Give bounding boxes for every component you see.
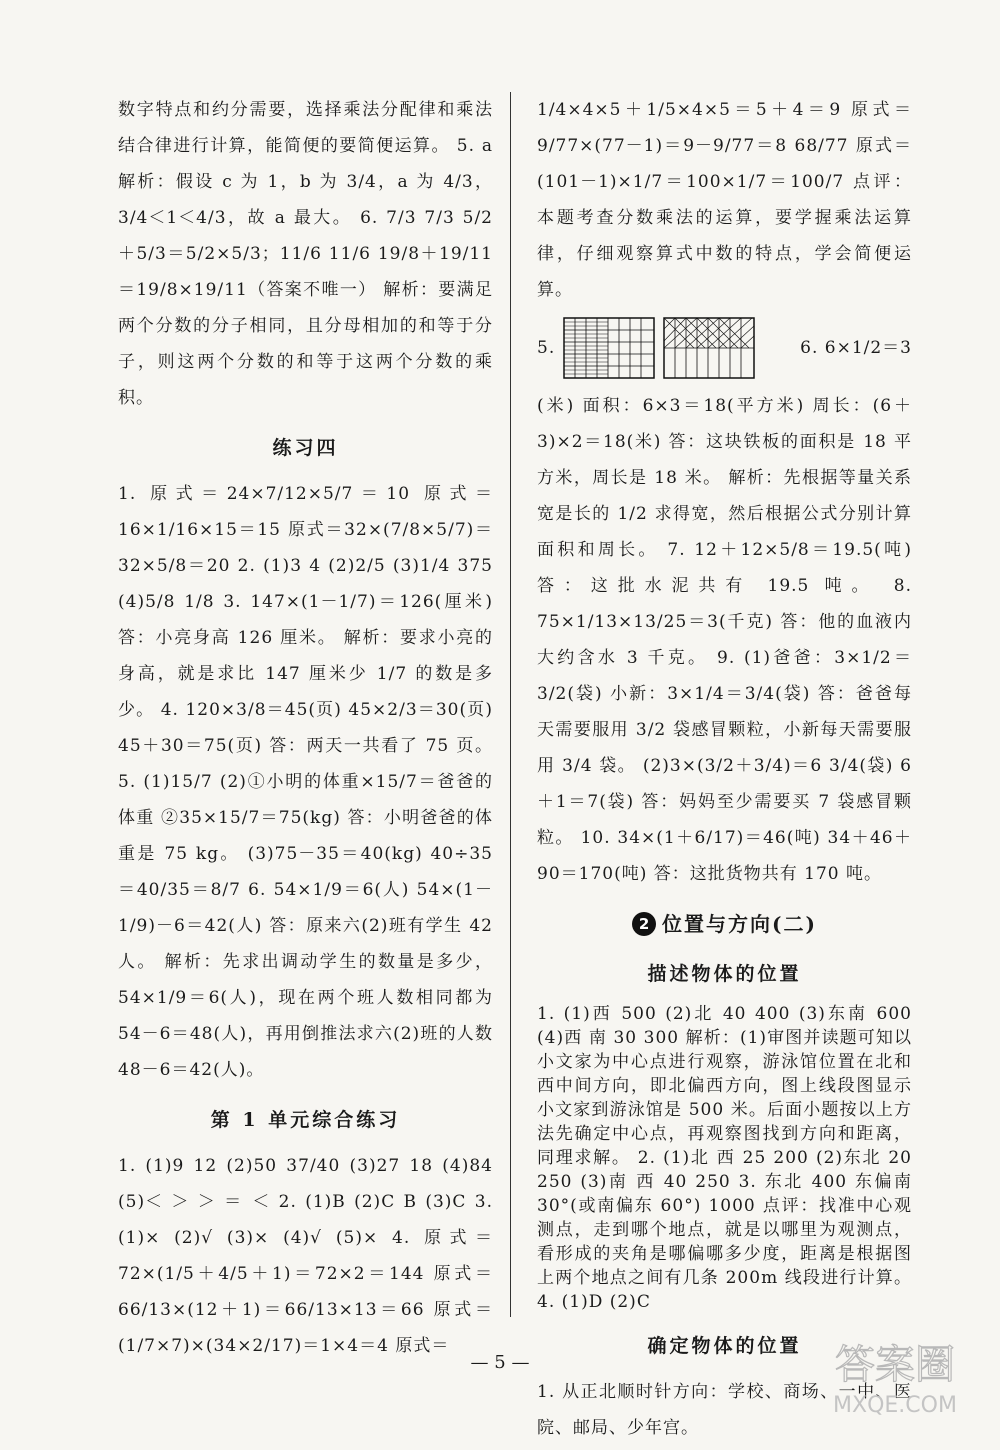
question-5-label: 5. [537, 338, 556, 358]
hatched-grid-figure-right [663, 317, 755, 379]
left-paragraph-3: 1. (1)9 12 (2)50 37/40 (3)27 18 (4)84 (5)＜ ＞ ＞ ＝ ＜ 2. (1)B (2)C B (3)C 3. (1)× (2)√ (3)× (4)√ (5)× 4. 原式＝72×(1/5＋4/5＋1)＝72×2＝144 原式＝66/13×(12＋1)＝66/13×13＝66 原式＝(1/7×7)×(34×2/17)＝1×4＝4 原式＝ [118, 1156, 493, 1356]
right-paragraph-3: 1. (1)西 500 (2)北 40 400 (3)东南 600 (4)西 南 30 300 解析：(1)审图并读题可知以小文家为中心点进行观察，游泳馆位置在北和西中间方向，即北偏西方向，图上线段图显示小文家到游泳馆是 500 米。后面小题按以上方法先确定中心点，再观察图找到方向和距离，同理求解。 2. (1)北 西 25 200 (2)东北 20 250 (3)南 西 40 250 3. 东北 400 东偏南 30°(或南偏东 60°) 1000 点评：找准中心观测点，走到哪个地点，就是以哪里为观测点，看形成的夹角是哪偏哪多少度，距离是根据图上两个地点之间有几条 200m 线段进行计算。 4. (1)D (2)C [537, 1004, 912, 1312]
column-divider [510, 92, 511, 1317]
watermark-cn-text: 答案圈 [835, 1342, 955, 1388]
section-heading-exercise-4: 练习四 [272, 437, 339, 459]
right-paragraph-1: 1/4×4×5＋1/5×4×5＝5＋4＝9 原式＝9/77×(77－1)＝9－9/77＝8 68/77 原式＝(101－1)×1/7＝100×1/7＝100/7 点评：本题考查分数乘法的运算，要学握乘法运算律，仔细观察算式中数的特点，学会简便运算。 [537, 100, 912, 300]
chapter-heading [537, 906, 912, 942]
right-column [537, 92, 912, 1450]
question-6-formula: 6. 6×1/2＝3 [800, 338, 912, 358]
section-heading-determine-position: 确定物体的位置 [647, 1335, 802, 1357]
right-paragraph-4: 1. 从正北顺时针方向：学校、商场、一中、医院、邮局、少年宫。 [537, 1382, 912, 1438]
section-heading-unit-1-review: 第 1 单元综合练习 [210, 1109, 401, 1131]
chapter-title: 位置与方向(二) [662, 912, 817, 936]
chapter-number-badge: 2 [632, 912, 656, 936]
page-number: — 5 — [470, 1352, 530, 1373]
section-heading-describe-position: 描述物体的位置 [647, 963, 802, 985]
left-paragraph-1: 数字特点和约分需要，选择乘法分配律和乘法结合律进行计算，能简便的要简便运算。 5. a 解析：假设 c 为 1，b 为 3/4，a 为 4/3，3/4＜1＜4/3，故 a 最大。 6. 7/3 7/3 5/2＋5/3＝5/2×5/3；11/6 11/6 19/8＋19/11＝19/8×19/11（答案不唯一） 解析：要满足两个分数的分子相同，且分母相加的和等于分子，则这两个分数的和等于这两个分数的乘积。 [118, 100, 493, 408]
right-paragraph-2: (米) 面积：6×3＝18(平方米) 周长：(6＋3)×2＝18(米) 答：这块铁板的面积是 18 平方米，周长是 18 米。 解析：先根据等量关系宽是长的 1/2 求得宽，然后根据公式分别计算面积和周长。 7. 12＋12×5/8＝19.5(吨) 答：这批水泥共有 19.5 吨。 8. 75×1/13×13/25＝3(千克) 答：他的血液内大约含水 3 千克。 9. (1)爸爸：3×1/2＝3/2(袋) 小新：3×1/4＝3/4(袋) 答：爸爸每天需要服用 3/2 袋感冒颗粒，小新每天需要服用 3/4 袋。 (2)3×(3/2＋3/4)＝6 3/4(袋) 6＋1＝7(袋) 答：妈妈至少需要买 7 袋感冒颗粒。 10. 34×(1＋6/17)＝46(吨) 34＋46＋90＝170(吨) 答：这批货物共有 170 吨。 [537, 396, 912, 884]
hatched-grid-figure-left [563, 317, 655, 379]
watermark-url-text: MXQE.COM [833, 1393, 957, 1418]
left-column [118, 92, 493, 1368]
left-paragraph-2: 1. 原式＝24×7/12×5/7＝10 原式＝16×1/16×15＝15 原式＝32×(7/8×5/7)＝32×5/8＝20 2. (1)3 4 (2)2/5 (3)1/4 375 (4)5/8 1/8 3. 147×(1－1/7)＝126(厘米) 答：小亮身高 126 厘米。 解析：要求小亮的身高，就是求比 147 厘米少 1/7 的数是多少。 4. 120×3/8＝45(页) 45×2/3＝30(页) 45＋30＝75(页) 答：两天一共看了 75 页。 5. (1)15/7 (2)①小明的体重×15/7＝爸爸的体重 ②35×15/7＝75(kg) 答：小明爸爸的体重是 75 kg。 (3)75－35＝40(kg) 40÷35＝40/35＝8/7 6. 54×1/9＝6(人) 54×(1－1/9)－6＝42(人) 答：原来六(2)班有学生 42 人。 解析：先求出调动学生的数量是多少，54×1/9＝6(人)，现在两个班人数相同都为 54－6＝48(人)，再用倒推法求六(2)班的人数 48－6＝42(人)。 [118, 484, 493, 1080]
watermark-logo [800, 1330, 990, 1420]
question-5-figure-row [537, 312, 912, 384]
